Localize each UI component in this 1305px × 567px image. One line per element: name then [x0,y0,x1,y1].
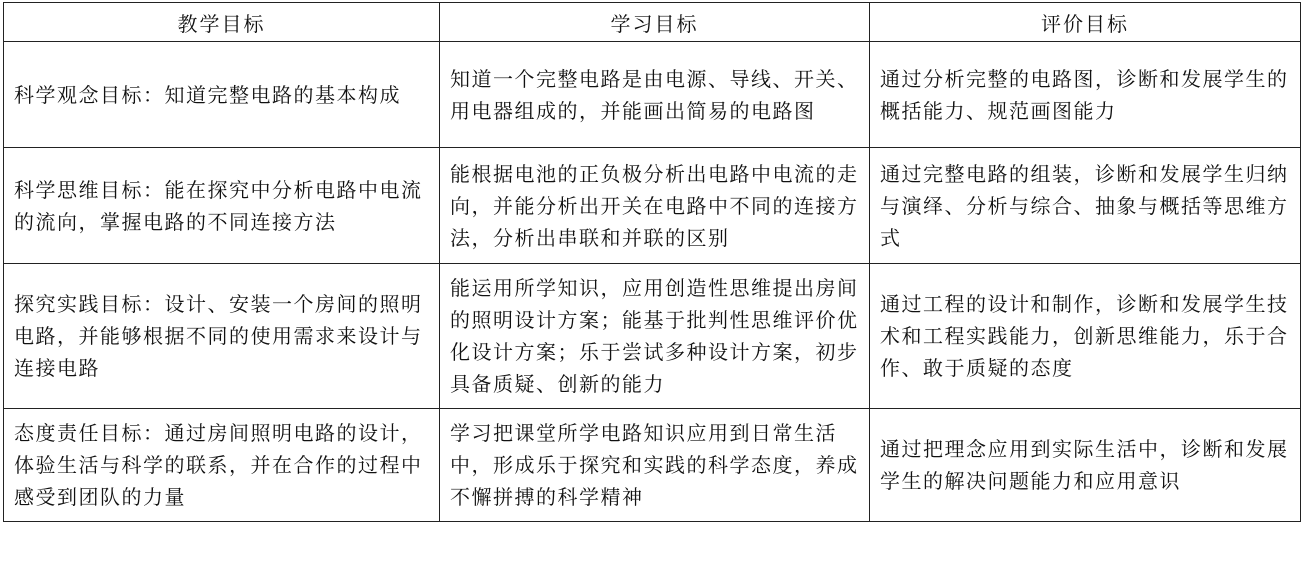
table-row [4,42,1301,148]
cell-evaluation-goal: 通过把理念应用到实际生活中，诊断和发展学生的解决问题能力和应用意识 [870,409,1301,522]
cell-evaluation-goal: 通过分析完整的电路图，诊断和发展学生的概括能力、规范画图能力 [870,42,1301,148]
table-row [4,148,1301,264]
header-teaching-goals: 教学目标 [4,3,440,42]
cell-evaluation-goal: 通过工程的设计和制作，诊断和发展学生技术和工程实践能力，创新思维能力，乐于合作、敢于质疑的态度 [870,264,1301,409]
cell-teaching-goal: 科学思维目标：能在探究中分析电路中电流的流向，掌握电路的不同连接方法 [4,148,440,264]
cell-teaching-goal: 态度责任目标：通过房间照明电路的设计，体验生活与科学的联系，并在合作的过程中感受到团队的力量 [4,409,440,522]
cell-learning-goal: 能运用所学知识，应用创造性思维提出房间的照明设计方案；能基于批判性思维评价优化设计方案；乐于尝试多种设计方案，初步具备质疑、创新的能力 [440,264,870,409]
header-learning-goals: 学习目标 [440,3,870,42]
cell-learning-goal: 学习把课堂所学电路知识应用到日常生活中，形成乐于探究和实践的科学态度，养成不懈拼搏的科学精神 [440,409,870,522]
cell-teaching-goal: 探究实践目标：设计、安装一个房间的照明电路，并能够根据不同的使用需求来设计与连接电路 [4,264,440,409]
cell-learning-goal: 能根据电池的正负极分析出电路中电流的走向，并能分析出开关在电路中不同的连接方法，分析出串联和并联的区别 [440,148,870,264]
table-row [4,264,1301,409]
table-row [4,409,1301,522]
cell-evaluation-goal: 通过完整电路的组装，诊断和发展学生归纳与演绎、分析与综合、抽象与概括等思维方式 [870,148,1301,264]
cell-teaching-goal: 科学观念目标：知道完整电路的基本构成 [4,42,440,148]
header-evaluation-goals: 评价目标 [870,3,1301,42]
table-header-row [4,3,1301,42]
goals-table-container [3,2,1300,522]
cell-learning-goal: 知道一个完整电路是由电源、导线、开关、用电器组成的，并能画出简易的电路图 [440,42,870,148]
goals-table [3,2,1301,522]
